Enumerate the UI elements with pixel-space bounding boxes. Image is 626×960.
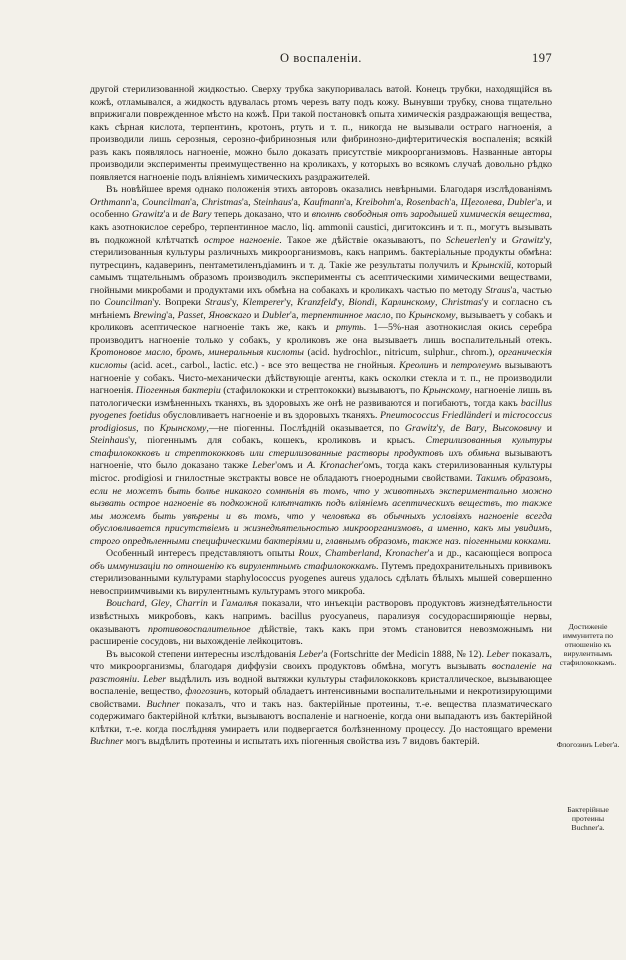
text-run: , (501, 196, 508, 208)
italic-run: Scheuerlen (445, 234, 490, 246)
italic-run: Pneumococcus Friedländeri (380, 410, 493, 422)
italic-run: Такимъ образомъ, если не можетъ быть болѣе никакого сомнѣнія въ томъ, что у животныхъ экспериментально можно вызвать острое нагноеніе въ подкожной клѣтчаткѣ подъ вліяніемъ асептическихъ веществъ, то также мы можемъ быть увѣрены и въ томъ, что у человѣка въ обычныхъ условіяхъ нагноеніе всегда обусловливается присутствіемъ и жизнедѣятельностью микроорганизмовъ, а именно, какъ мы увидимъ, строго опредѣленными специфическими бактеріями и, главнымъ образомъ, также наз. піогенными кокками. (90, 472, 552, 547)
text-run: и (438, 360, 451, 372)
italic-run: Grawitz (404, 422, 437, 434)
italic-run: Kranzfeld (296, 297, 336, 309)
italic-run: Charrin (176, 598, 208, 610)
italic-run: объ иммунизаціи по отношенію къ вирулентнымъ стафилококкамъ (90, 560, 377, 572)
italic-run: Гамалѣя (221, 598, 258, 610)
text-run: и (492, 410, 503, 422)
italic-run: Креолинъ (399, 360, 439, 372)
page-number: 197 (532, 51, 552, 65)
text-run: , (203, 309, 209, 321)
text-run: , (434, 297, 442, 309)
italic-run: терпентинное масло (301, 309, 391, 321)
text-run: 'омъ, тогда какъ стерилизованныя культуры microc. prodigiosi и гнилостные экстракты вовсе не обладаютъ гноеродными свойствами. (90, 460, 552, 484)
text-run: . 1—5%-ная азотнокислая окись серебра производитъ нагноеніе только у собакъ, у кроликовъ же она вызываетъ лишь воспалительный отекъ. (90, 322, 552, 346)
italic-run: Gley (150, 598, 170, 610)
italic-run: Карлинскому (381, 297, 435, 309)
text-run: 'a, (242, 196, 254, 208)
text-run: 'y. Вопреки (152, 297, 205, 309)
italic-run: Grawitz (511, 234, 544, 246)
text-run: вызываютъ нагноеніе у собакъ. Чисто-механически дѣйствующіе агенты, какъ осколки стекла и т. п., не производили нагноенія. (90, 360, 552, 397)
text-run: (acid. acet., carbol., lactic. etc.) - все это вещества не гнойныя. (127, 360, 400, 372)
text-run: теперь доказано, что и (211, 209, 312, 221)
italic-run: Straus (485, 284, 511, 296)
italic-run: Buchner (90, 736, 124, 748)
text-run: показали, что инъекціи растворовъ продуктовъ жизнедѣятельности извѣстныхъ микробовъ, какъ напримъ. bacillus pyocyaneus, парализуя сосудорасширяющіе нервы, оказываютъ (90, 598, 552, 635)
text-run: , (169, 598, 177, 610)
italic-run: de Bary (450, 422, 485, 434)
text-run: , по (390, 309, 409, 321)
italic-run: Buchner (146, 698, 180, 710)
italic-run: de Bary (180, 209, 212, 221)
text-run: . Такое же дѣйствіе оказываютъ, по (279, 234, 446, 246)
italic-run: Councilman (104, 297, 153, 309)
text-run: выдѣлилъ изъ водной вытяжки культуры стафилококковъ кристаллическое, вызывающее воспаленіе, вещество, (90, 673, 552, 698)
text-run: 'a, (190, 196, 202, 208)
text-run: 'омъ и (275, 460, 307, 472)
text-run: 'y и (489, 234, 512, 246)
text-run: , нагноеніе лишь въ патологически измѣненныхъ тканяхъ, въ здоровыхъ же онѣ не развиваются и погибаютъ, тогда какъ (90, 385, 552, 409)
italic-run: Kreibohm (355, 196, 395, 208)
paragraph (90, 548, 552, 598)
text-run: , (374, 297, 382, 309)
paragraph (90, 649, 552, 749)
text-run: 'a, (166, 309, 178, 321)
italic-run: Klemperer (242, 297, 285, 309)
italic-run: Піогенныя бактеріи (135, 385, 221, 397)
text-run: обусловливаетъ нагноеніе и въ здоровыхъ тканяхъ. (160, 410, 381, 422)
running-header (90, 51, 552, 67)
text-run: Въ новѣйшее время однако положенія этихъ авторовъ оказались невѣрными. Благодаря изслѣдованіямъ (106, 184, 552, 196)
italic-run: Bouchard (106, 598, 145, 610)
running-title: О воспаленіи. (280, 51, 362, 65)
italic-run: Leber (252, 460, 276, 472)
text-run: (стафилококки и стрептококки) вызываютъ, по (220, 385, 423, 397)
italic-run: Leber (143, 673, 167, 685)
italic-run: Leber (298, 648, 322, 660)
text-run: 'a (Fortschritte der Medicin 1888, № 12). (321, 648, 487, 660)
text-run: 'y, (284, 297, 297, 309)
text-run: 'y, (436, 422, 451, 434)
italic-run: Christmas (441, 297, 482, 309)
text-run: вызываютъ нагноеніе, что было доказано также (90, 447, 552, 472)
italic-run: Councilman (141, 196, 191, 208)
italic-run: Straus (204, 297, 231, 309)
italic-run: Biondi (348, 297, 375, 309)
text-run: , который самымъ тщательнымъ образомъ производилъ эксперименты съ асептическими химическими веществами, гнойными микробами и продуктами ихъ обмѣна на собакахъ и кроликахъ частью по методу (90, 259, 552, 296)
text-run: 'y, (335, 297, 349, 309)
text-run: 'y, (230, 297, 243, 309)
text-run: , вызываетъ у собакъ и кроликовъ асептическое нагноеніе такъ же, какъ и (90, 309, 552, 334)
italic-run: Roux (298, 548, 319, 560)
italic-run: bacillus pyogenes foetidus (90, 397, 552, 422)
text-run: и (207, 598, 222, 610)
text-run: . (136, 673, 144, 685)
text-run: 'a, частью по (90, 284, 552, 309)
italic-run: Steinhaus (253, 196, 292, 208)
text-run: и (251, 309, 263, 321)
italic-run: ртуть (336, 322, 364, 334)
margin-note-phlogosin: Флогозинъ Leber'a. (556, 740, 620, 749)
text-run: 'a, (291, 196, 304, 208)
italic-run: Кротоновое масло, бромъ, минеральныя кислоты (90, 347, 304, 359)
italic-run: Крынскому (408, 309, 456, 321)
text-run: 'a и (163, 209, 181, 221)
italic-run: органическія кислоты (90, 347, 552, 372)
text-run: 'y, стерилизованныя культуры различныхъ микроорганизмовъ, какъ напримъ. бактеріальные продукты обмѣна: путресцинъ, кадаверинъ, пентаметиленъдіаминъ и т. д. Такіе же результаты получилъ и (90, 234, 552, 271)
text-run: 'a, (130, 196, 142, 208)
text-run: , (484, 422, 493, 434)
italic-run: micrococcus prodigiosus (90, 410, 552, 434)
text-run: (acid. hydrochlor., nitricum, sulphur., chrom.), (303, 347, 499, 359)
text-run: , по (136, 422, 160, 434)
italic-run: Orthmann (90, 196, 131, 208)
italic-run: Крынскому (159, 422, 207, 434)
italic-run: Стерилизованныя культуры стафилококковъ и стрептококковъ или стерилизованные растворы продуктовъ ихъ обмѣна (90, 435, 552, 459)
text-run: могъ выдѣлить протеины и испытать ихъ піогенныя свойства изъ 7 видовъ бактерій. (123, 736, 480, 748)
italic-run: Passet (177, 309, 204, 321)
italic-run: Kaufmann (303, 196, 345, 208)
italic-run: Steinhaus (90, 435, 129, 447)
text-run: 'a и др., касающіеся вопроса (427, 548, 552, 560)
italic-run: Grawitz (131, 209, 164, 221)
text-run: 'a, (289, 309, 302, 321)
italic-run: Высоковичу (492, 422, 542, 434)
text-run: , который обладаетъ интенсивными воспалительными и некротизирующими свойствами. (90, 686, 552, 710)
text-run: дѣйствіе, такъ какъ при этомъ становится невозможнымъ ни расширеніе сосудовъ, ни выхожденіе лейкоцитовъ. (90, 623, 552, 648)
italic-run: Яновскаго (208, 309, 252, 321)
paragraph (90, 84, 552, 184)
paragraph (90, 184, 552, 548)
italic-run: Kronacher (385, 548, 428, 560)
italic-run: Christmas (201, 196, 242, 208)
italic-run: Dubler (507, 196, 536, 208)
text-run: 'y и согласно съ мнѣніемъ (90, 297, 552, 321)
italic-run: острое нагноеніе (203, 234, 280, 246)
italic-run: Leber (486, 648, 510, 660)
text-run: показалъ, что микроорганизмы, благодаря диффузіи своихъ продуктовъ обмѣна, могутъ вызывать (90, 648, 552, 673)
italic-run: Rosenbach (406, 196, 450, 208)
text-run: , (144, 598, 151, 610)
text-run: , (379, 548, 386, 560)
text-run: показалъ, что и такъ наз. бактерійные протеины, т.-е. вещества плазматическаго содержимаго бактерійной клѣтки, вызываютъ воспаленіе и нагноеніе, когда они выпадаютъ изъ бактерійной клѣтки, т.-е. когда послѣдняя умираетъ или подвергается болѣзненному процессу. До настоящаго времени (90, 698, 552, 735)
text-run: 'a, (394, 196, 407, 208)
italic-run: противовоспалительное (148, 623, 251, 635)
italic-run: петролеумъ (450, 360, 502, 372)
italic-run: Крынскому (422, 385, 470, 397)
text-run: 'y, піогеннымъ для собакъ, кошекъ, кроликовъ и крысъ. (128, 435, 426, 447)
text-run: 'a, и особенно (90, 196, 552, 221)
italic-run: Щеголева (460, 196, 502, 208)
text-run: Особенный интересъ представляютъ опыты (106, 548, 299, 560)
text-run: ,—не піогенны. Послѣдній оказывается, по (206, 422, 405, 434)
text-run: Въ высокой степени интересны изслѣдованія (106, 648, 299, 660)
italic-run: Chamberland (324, 548, 380, 560)
italic-run: воспаленіе на разстояніи (90, 661, 552, 685)
paragraph (90, 598, 552, 648)
italic-run: Крынскій (471, 259, 512, 271)
text-run: и (541, 422, 552, 434)
italic-run: вполнѣ свободныя отъ зародышей химическія вещества (311, 209, 550, 221)
text-run: , какъ азотнокислое серебро, терпентинное масло, liq. ammonii caustici, дигитоксинъ и т. п., могутъ вызывать въ подкожной клѣтчаткѣ (90, 209, 552, 246)
italic-run: A. Kronacher (306, 460, 363, 472)
text-run: , (318, 548, 325, 560)
text-run: 'a, (449, 196, 461, 208)
body-text (90, 84, 552, 932)
text-run: другой стерилизованной жидкостью. Сверху трубка закупоривалась ватой. Конецъ трубки, находящійся въ кожѣ, отламывался, а жидкость вдувалась ртомъ черезъ вату подъ кожу. Вынувши трубку, снова тщательно вприжигали поврежденное мѣсто на кожѣ. При такой постановкѣ опыта химическія раздражающія вещества, какъ сѣрная кислота, терпентинъ, кротонъ, ртуть и т. п., никогда не вызывали остраго нагноенія, а производили лишь серозныя, серозно-фибринозныя или фибринозно-дифтеритическія воспаленія; всякій разъ какъ появлялось нагноеніе, можно было доказать присутствіе микроорганизмовъ. Названные авторы производили эксперименты преимущественно на кроликахъ, у которыхъ во всякомъ случаѣ довольно рѣдко появляется нагноеніе подъ вліяніемъ химическихъ раздражителей. (90, 84, 552, 183)
margin-note-immunity: Достиженіе иммунитета по отношенію къ вирулентнымъ стафилококкамъ. (559, 622, 617, 667)
margin-note-proteins: Бактерійные протеины Buchner'a. (567, 805, 609, 832)
italic-run: Dubler (262, 309, 290, 321)
italic-run: Brewing (133, 309, 167, 321)
text-run: 'a, (344, 196, 356, 208)
text-run: . Путемъ предохранительныхъ прививокъ стерилизованными культурами staphylococcus pyogenes aureus удалось сдѣлать бѣлыхъ мышей совершенно невосприимчивыми къ вирулентнымъ культурамъ этого микроба. (90, 560, 552, 597)
italic-run: флогозинъ (185, 686, 229, 698)
